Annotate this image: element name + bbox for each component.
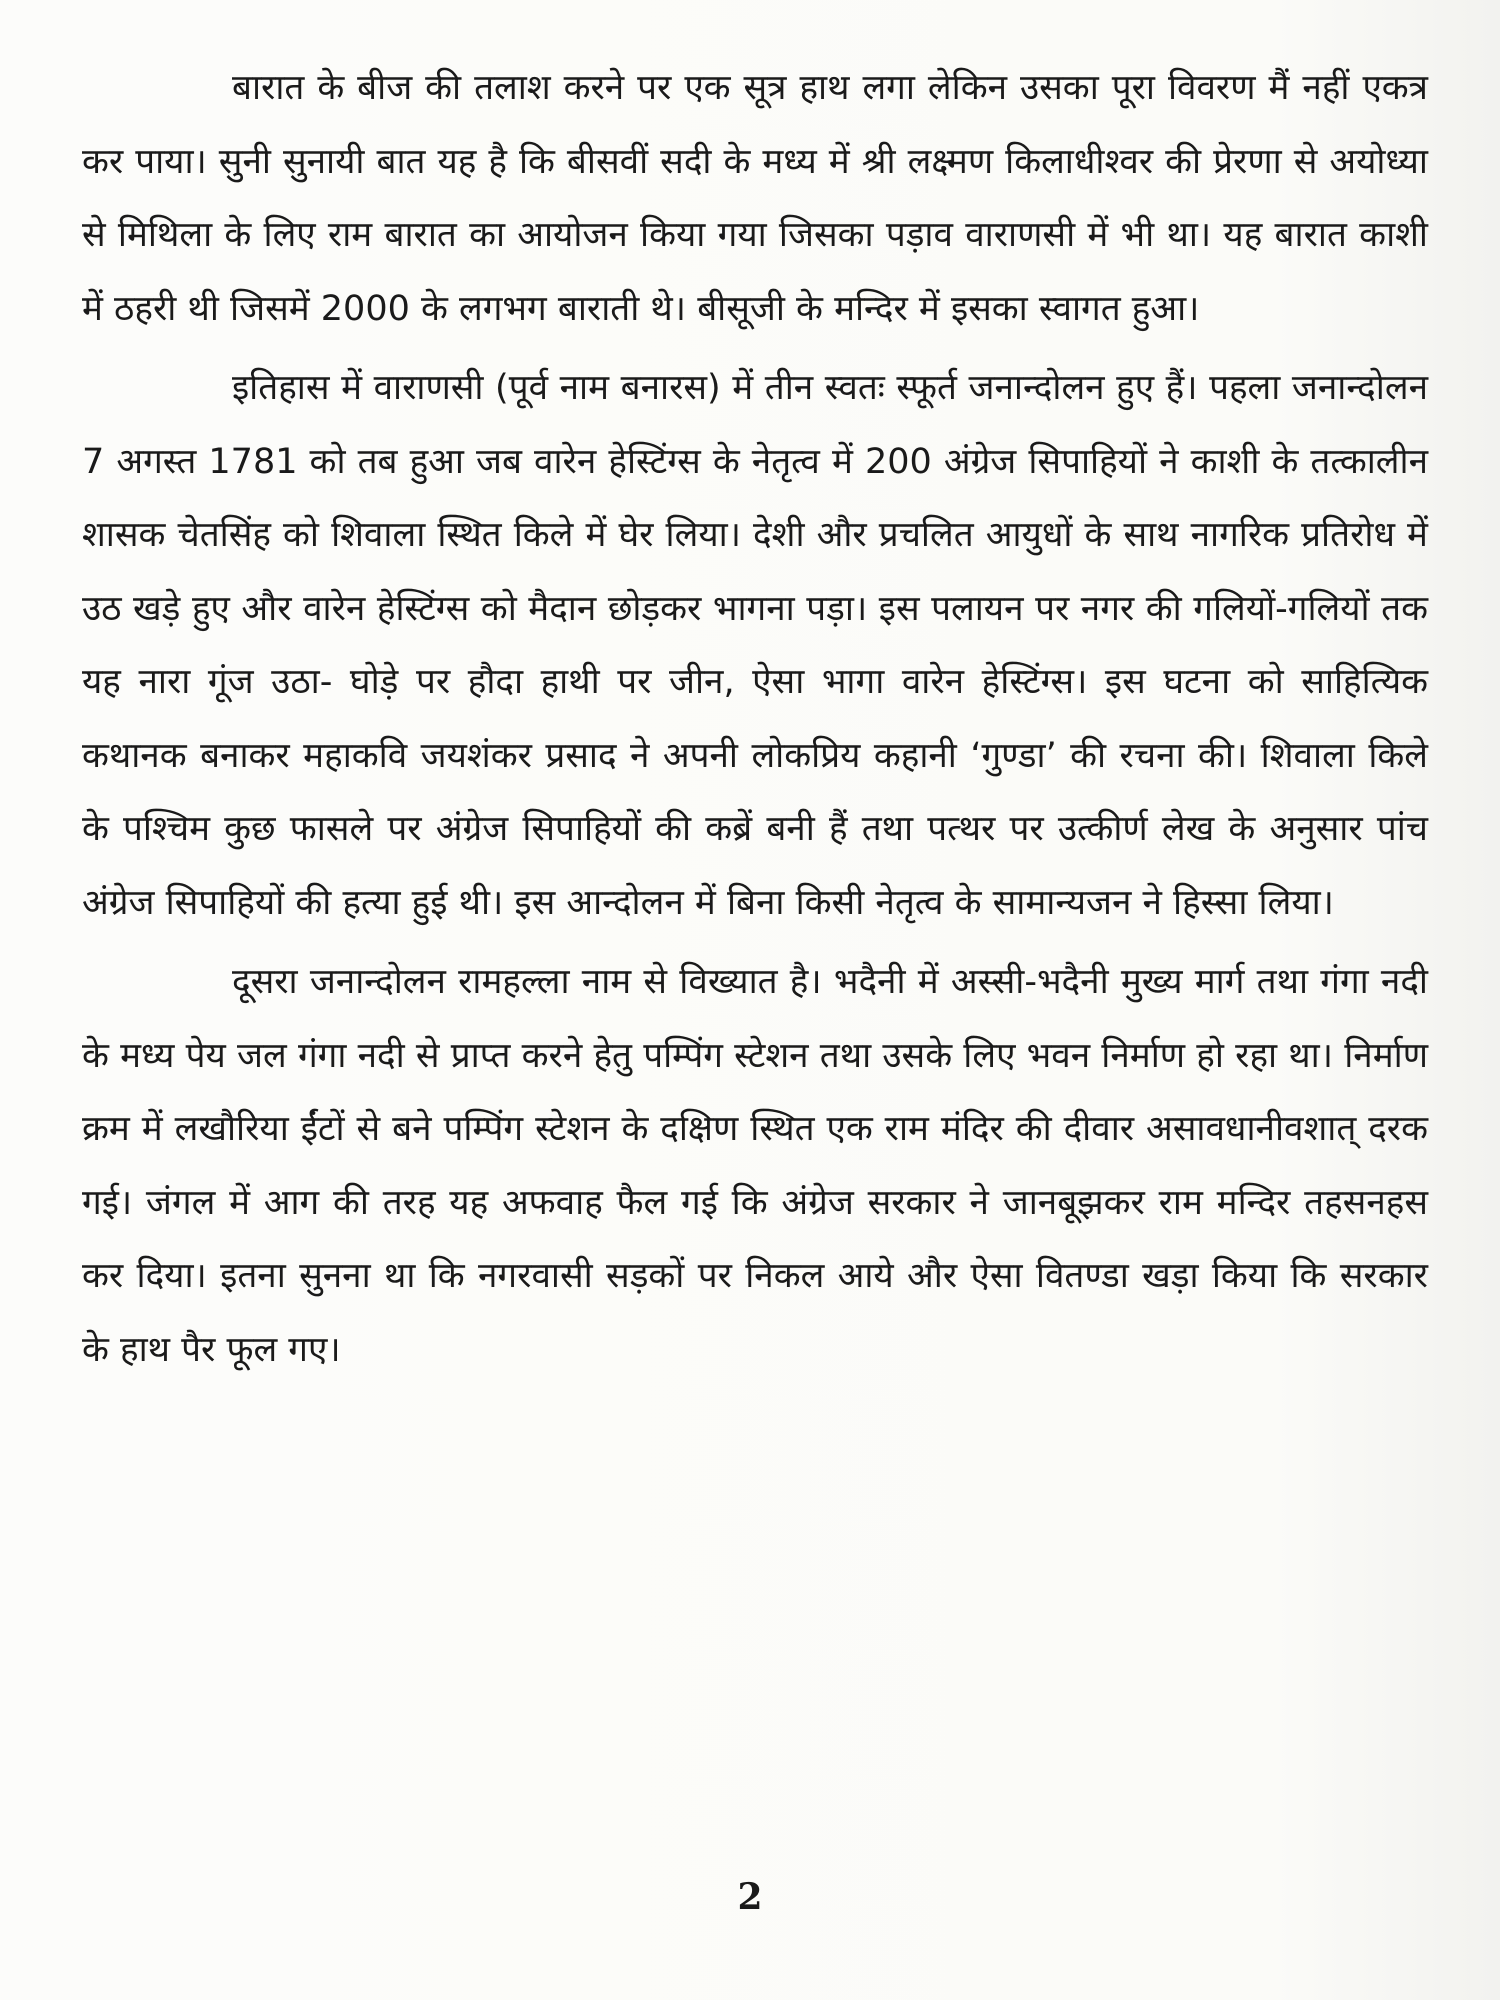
paragraph-3: दूसरा जनान्दोलन रामहल्ला नाम से विख्यात है। भदैनी में अस्सी-भदैनी मुख्य मार्ग तथा गंगा नदी के मध्य पेय जल गंगा नदी से प्राप्त करने हेतु पम्पिंग स्टेशन तथा उसके लिए भवन निर्माण हो रहा था। निर्माण क्रम में लखौरिया ईंटों से बने पम्पिंग स्टेशन के दक्षिण स्थित एक राम मंदिर की दीवार असावधानीवशात् दरक गई। जंगल में आग की तरह यह अफवाह फैल गई कि अंग्रेज सरकार ने जानबूझकर राम मन्दिर तहसनहस कर दिया। इतना सुनना था कि नगरवासी सड़कों पर निकल आये और ऐसा वितण्डा खड़ा किया कि सरकार के हाथ पैर फूल गए। (82, 962, 1428, 1370)
page-number: 2 (737, 1876, 763, 1918)
body-text (82, 52, 1428, 1387)
paragraph-1: बारात के बीज की तलाश करने पर एक सूत्र हाथ लगा लेकिन उसका पूरा विवरण मैं नहीं एकत्र कर पाया। सुनी सुनायी बात यह है कि बीसवीं सदी के मध्य में श्री लक्ष्मण किलाधीश्वर की प्रेरणा से अयोध्या से मिथिला के लिए राम बारात का आयोजन किया गया जिसका पड़ाव वाराणसी में भी था। यह बारात काशी में ठहरी थी जिसमें 2000 के लगभग बाराती थे। बीसूजी के मन्दिर में इसका स्वागत हुआ। (82, 68, 1428, 329)
paragraph-2: इतिहास में वाराणसी (पूर्व नाम बनारस) में तीन स्वतः स्फूर्त जनान्दोलन हुए हैं। पहला जनान्दोलन 7 अगस्त 1781 को तब हुआ जब वारेन हेस्टिंग्स के नेतृत्व में 200 अंग्रेज सिपाहियों ने काशी के तत्कालीन शासक चेतसिंह को शिवाला स्थित किले में घेर लिया। देशी और प्रचलित आयुधों के साथ नागरिक प्रतिरोध में उठ खड़े हुए और वारेन हेस्टिंग्स को मैदान छोड़कर भागना पड़ा। इस पलायन पर नगर की गलियों-गलियों तक यह नारा गूंज उठा- घोड़े पर हौदा हाथी पर जीन, ऐसा भागा वारेन हेस्टिंग्स। इस घटना को साहित्यिक कथानक बनाकर महाकवि जयशंकर प्रसाद ने अपनी लोकप्रिय कहानी ‘गुण्डा’ की रचना की। शिवाला किले के पश्चिम कुछ फासले पर अंग्रेज सिपाहियों की कब्रें बनी हैं तथा पत्थर पर उत्कीर्ण लेख के अनुसार पांच अंग्रेज सिपाहियों की हत्या हुई थी। इस आन्दोलन में बिना किसी नेतृत्व के सामान्यजन ने हिस्सा लिया। (82, 368, 1428, 923)
